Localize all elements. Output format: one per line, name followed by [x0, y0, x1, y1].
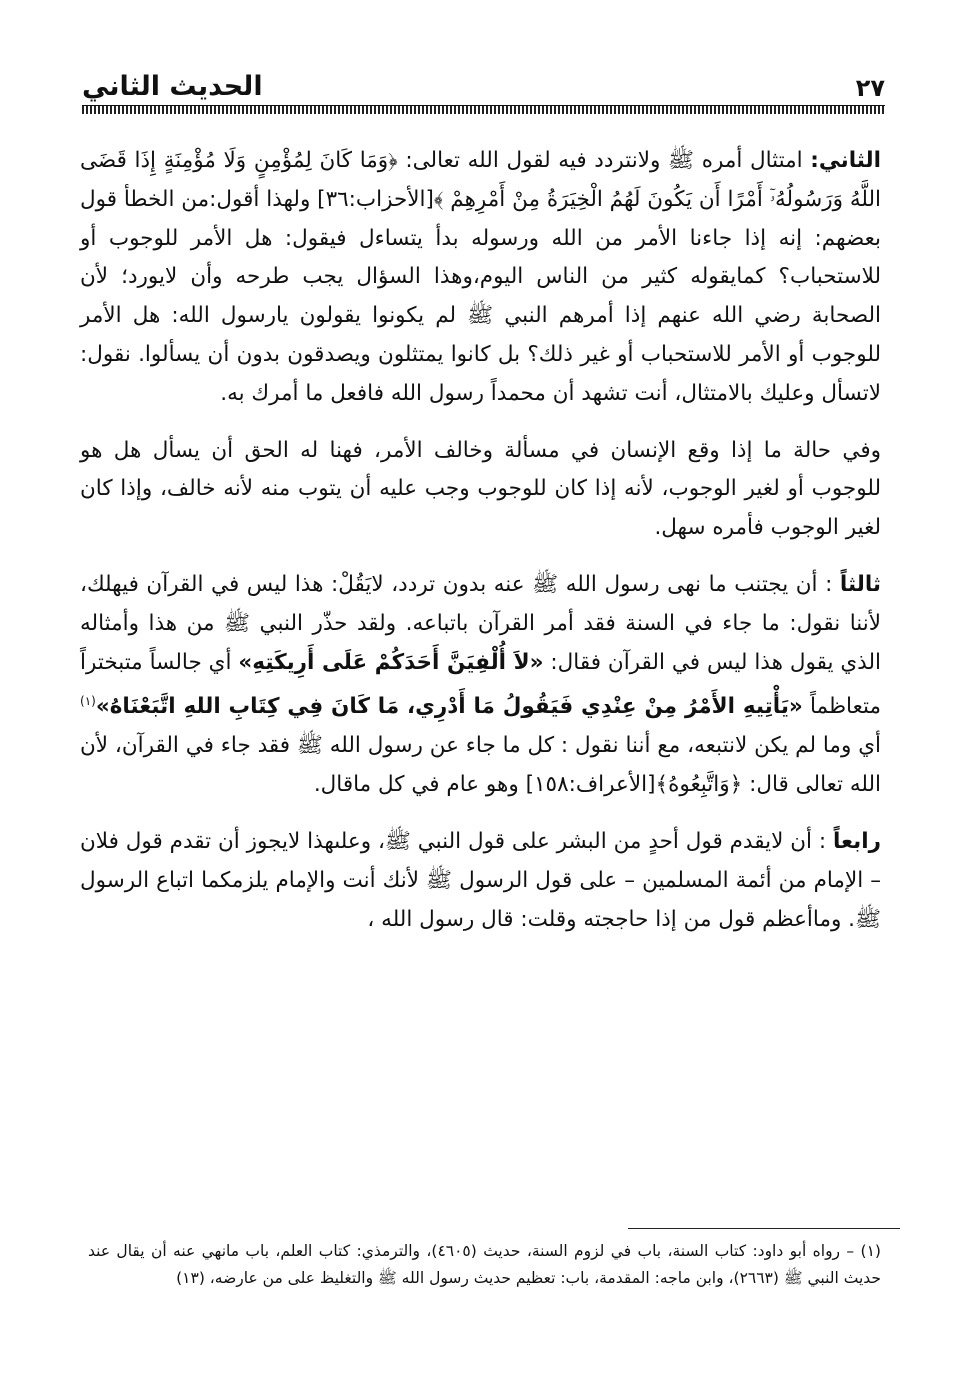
paragraph-text: أي جالساً متبختراً متعاظماً [80, 649, 881, 720]
page-header [82, 58, 885, 102]
paragraph-fourth-point [80, 823, 881, 939]
paragraph-text: امتثال أمره ﷺ ولانتردد فيه لقول الله تعالى: [397, 148, 811, 173]
paragraph-third-point [80, 566, 881, 805]
paragraph-text: أي وما لم يكن لانتبعه، مع أننا نقول : كل ما جاء عن رسول الله ﷺ فقد جاء في القرآن، لأن الله تعالى قال: [80, 733, 881, 798]
hadith-quote: «لاَ أُلْفِيَنَّ أَحَدَكُمْ عَلَى أَرِيكَتِهِ» [238, 649, 544, 675]
footnote: (١) – رواه أبو داود: كتاب السنة، باب في لزوم السنة، حديث (٤٦٠٥)، والترمذي: كتاب العلم، باب مانهي عنه أن يقال عند حديث النبي ﷺ (٢٦٦٣)، وابن ماجه: المقدمة، باب: تعظيم حديث رسول الله ﷺ والتغليظ على من عارضه، (١٣) [88, 1242, 881, 1287]
paragraph-text: : أن لايقدم قول أحدٍ من البشر على قول النبي ﷺ، وعلىهذا لايجوز أن تقدم قول فلان – الإمام من أئمة المسلمين – على قول الرسول ﷺ لأنك أنت والإمام يلزمكما اتباع الرسول ﷺ. وماأعظم قول من إذا حاججته وقلت: قال رسول الله ، [80, 828, 881, 932]
paragraph-text: [الأحزاب:٣٦] ولهذا أقول:من الخطأ قول بعضهم: إنه إذا جاءنا الأمر من الله ورسوله بدأ يتساءل فيقول: هل الأمر للوجوب أو للاستحباب؟ كمايقوله كثير من الناس اليوم،وهذا السؤال يجب طرحه وأن لايورد؛ لأن الصحابة رضي الله عنهم إذا أمرهم النبي ﷺ لم يكونوا يقولون يارسول الله: هل الأمر للوجوب أو الأمر للاستحباب أو غير ذلك؟ بل كانوا يمتثلون ويصدقون بدون أن يسألوا. نقول: لاتسأل وعليك بالامتثال، أنت تشهد أن محمداً رسول الله فافعل ما أمرك به. [80, 186, 881, 406]
section-title: الحديث الثاني [82, 71, 263, 102]
paragraph-violation-case: وفي حالة ما إذا وقع الإنسان في مسألة وخالف الأمر، فهنا له الحق أن يسأل هل هو للوجوب أو لغير الوجوب، لأنه إذا كان للوجوب وجب عليه أن يتوب منه لأنه خالف، وإذا كان لغير الوجوب فأمره سهل. [80, 437, 881, 541]
paragraph-lead: رابعاً [832, 828, 881, 854]
paragraph-lead: ثالثاً [839, 571, 881, 597]
header-rule [82, 105, 885, 114]
footnote-marker[interactable]: (١) [80, 694, 96, 709]
footnote-separator [628, 1228, 900, 1229]
hadith-quote: «يَأْتِيهِ الأَمْرُ مِنْ عِنْدِي فَيَقُولُ مَا أَدْرِي، مَا كَانَ فِي كِتَابِ اللهِ اتَّبَعْنَاهُ» [95, 694, 803, 720]
paragraph-lead: الثاني: [810, 148, 881, 173]
page-number: ٢٧ [855, 74, 885, 102]
paragraph-text: [الأعراف:١٥٨] وهو عام في كل ماقال. [313, 772, 656, 798]
paragraph-second-point [80, 142, 881, 414]
quran-verse: ﴿وَاتَّبِعُوهُ﴾ [655, 772, 743, 798]
paragraph-text: : أن يجتنب ما نهى رسول الله ﷺ عنه بدون تردد، لايَقُلْ: هذا ليس في القرآن فيهلك، لأننا نقول: ما جاء في السنة فقد أمر القرآن باتباعه. ولقد حذّر النبي ﷺ من هذا وأمثاله الذي يقول هذا ليس في القرآن فقال: [80, 571, 881, 675]
main-text [80, 142, 881, 939]
quran-verse: ﴿وَمَا كَانَ لِمُؤْمِنٍ وَلَا مُؤْمِنَةٍ إِذَا قَضَى اللَّهُ وَرَسُولُهُۥٓ أَمْرًا أَن يَكُونَ لَهُمُ الْخِيَرَةُ مِنْ أَمْرِهِمْ ﴾ [80, 148, 882, 212]
